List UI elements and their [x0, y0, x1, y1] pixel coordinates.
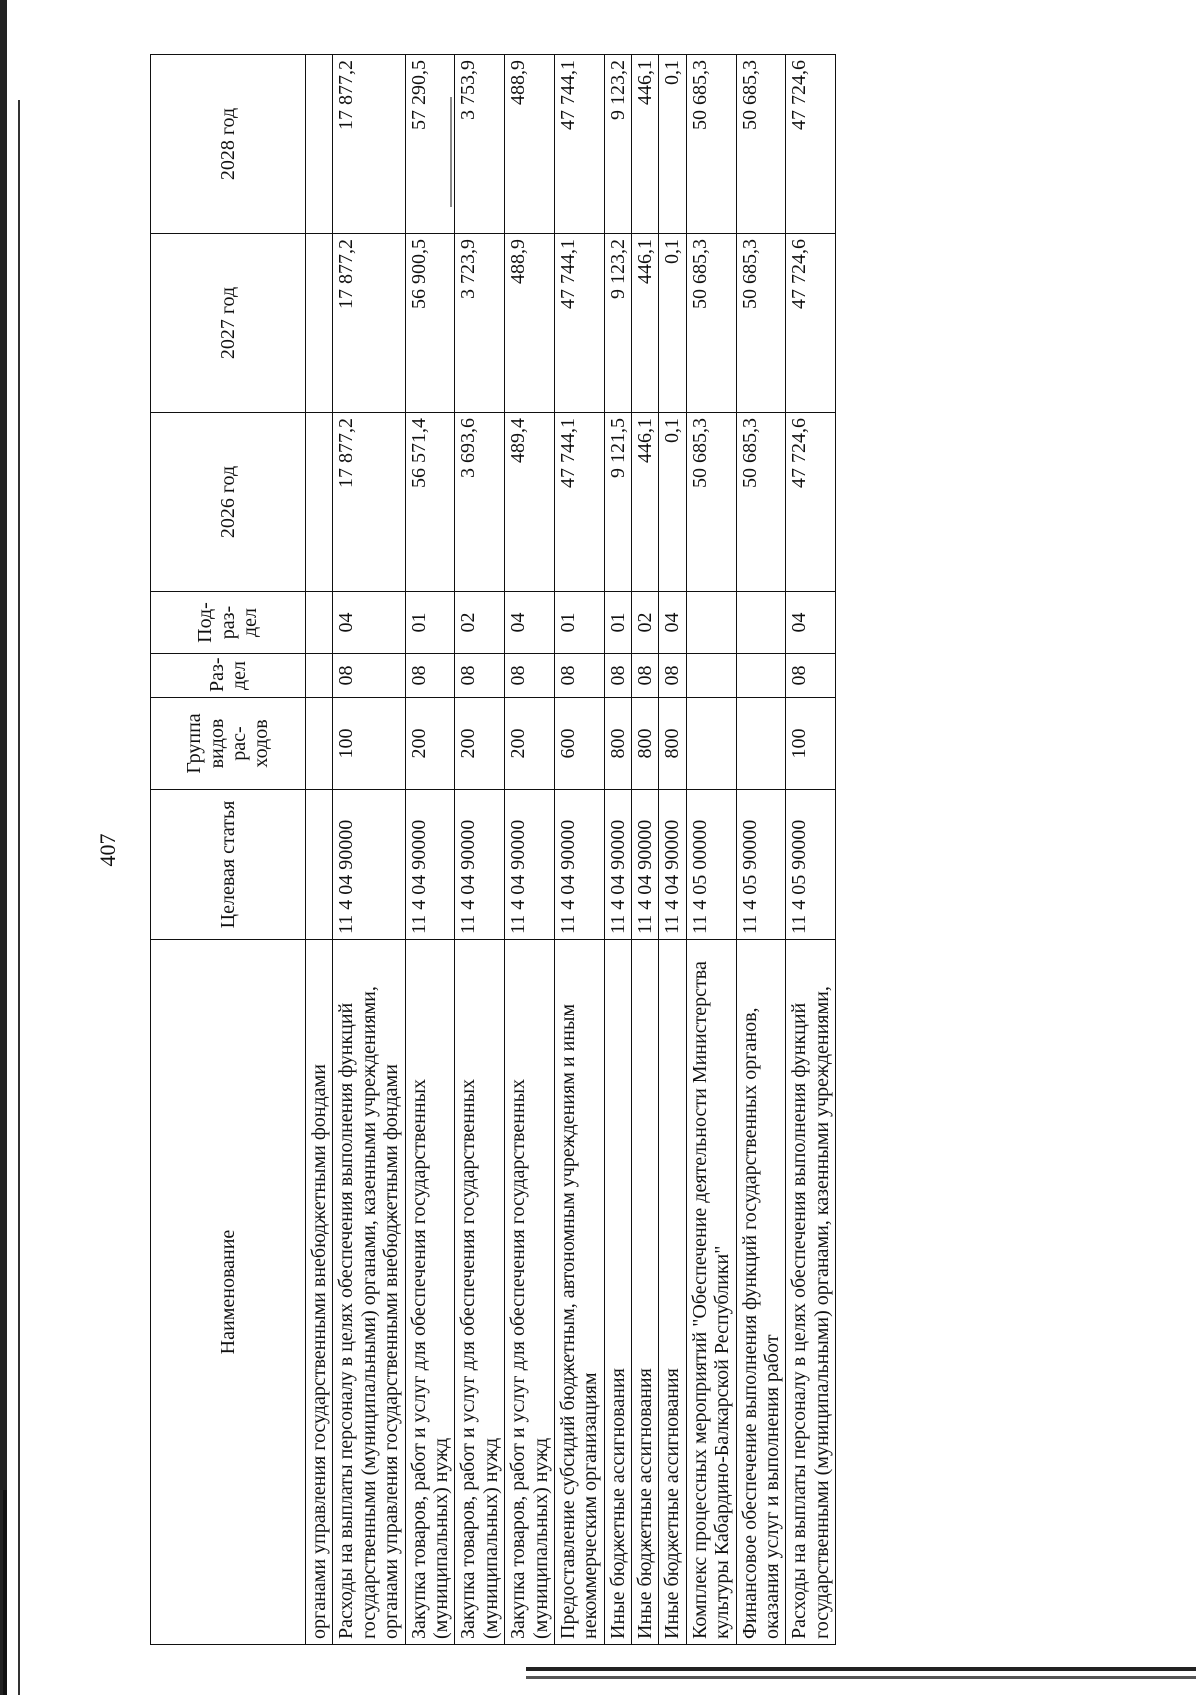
cell-2026: 3 693,6 — [455, 413, 505, 592]
table-row — [405, 55, 455, 1645]
cell-target: 11 4 05 90000 — [736, 790, 786, 940]
cell-section: 08 — [405, 654, 455, 698]
cell-section: 08 — [333, 654, 405, 698]
cell-2028: 488,9 — [505, 55, 555, 234]
cell-2026: 47 744,1 — [554, 413, 604, 592]
cell-target: 11 4 04 90000 — [405, 790, 455, 940]
col-header-name: Наименование — [151, 940, 306, 1645]
cell-subsection: 01 — [405, 592, 455, 654]
budget-table — [150, 54, 836, 1645]
col-header-section: Раз-дел — [151, 654, 306, 698]
cell-section: 08 — [554, 654, 604, 698]
scan-border-left — [0, 0, 7, 1695]
cell-group — [306, 698, 333, 790]
cell-target: 11 4 05 90000 — [786, 790, 836, 940]
cell-2026: 50 685,3 — [736, 413, 786, 592]
cell-group: 800 — [604, 698, 631, 790]
cell-name: Закупка товаров, работ и услуг для обеспечения государственных (муниципальных) нужд — [455, 940, 505, 1645]
cell-target: 11 4 04 90000 — [604, 790, 631, 940]
cell-2027: 3 723,9 — [455, 234, 505, 413]
cell-target: 11 4 04 90000 — [455, 790, 505, 940]
cell-group: 100 — [786, 698, 836, 790]
cell-2028 — [306, 55, 333, 234]
cell-name: Расходы на выплаты персоналу в целях обеспечения выполнения функций государственными (муниципальными) органами, казенными учреждениями, органами управления государственными внебюджетными фондами — [333, 940, 405, 1645]
cell-2027: 56 900,5 — [405, 234, 455, 413]
table-header-row — [151, 55, 306, 1645]
col-header-group: Группа видов рас-ходов — [151, 698, 306, 790]
scan-border-inner — [18, 100, 20, 1695]
cell-subsection — [736, 592, 786, 654]
cell-target — [306, 790, 333, 940]
table-row — [505, 55, 555, 1645]
cell-2026 — [306, 413, 333, 592]
table-row — [333, 55, 405, 1645]
cell-2028: 47 744,1 — [554, 55, 604, 234]
col-header-target: Целевая статья — [151, 790, 306, 940]
scan-border-edge — [3, 1490, 7, 1695]
cell-name: Расходы на выплаты персоналу в целях обеспечения выполнения функций государственными (муниципальными) органами, казенными учреждениями, — [786, 940, 836, 1645]
cell-2027: 0,1 — [659, 234, 686, 413]
cell-subsection: 04 — [786, 592, 836, 654]
cell-2026: 56 571,4 — [405, 413, 455, 592]
cell-target: 11 4 04 90000 — [505, 790, 555, 940]
cell-group: 800 — [632, 698, 659, 790]
cell-2027: 17 877,2 — [333, 234, 405, 413]
cell-2028: 50 685,3 — [686, 55, 736, 234]
cell-2026: 9 121,5 — [604, 413, 631, 592]
scan-border-bottom-2 — [526, 1676, 1196, 1679]
cell-name: Закупка товаров, работ и услуг для обеспечения государственных (муниципальных) нужд — [505, 940, 555, 1645]
cell-2028: 446,1 — [632, 55, 659, 234]
cell-group: 200 — [405, 698, 455, 790]
cell-2027: 446,1 — [632, 234, 659, 413]
cell-section — [306, 654, 333, 698]
scan-border-bottom — [526, 1667, 1196, 1671]
cell-section: 08 — [604, 654, 631, 698]
cell-name: Иные бюджетные ассигнования — [659, 940, 686, 1645]
cell-name: Финансовое обеспечение выполнения функций государственных органов, оказания услуг и выполнения работ — [736, 940, 786, 1645]
cell-group: 200 — [505, 698, 555, 790]
cell-2027: 50 685,3 — [736, 234, 786, 413]
cell-2026: 446,1 — [632, 413, 659, 592]
cell-group: 800 — [659, 698, 686, 790]
cell-target: 11 4 04 90000 — [659, 790, 686, 940]
cell-section: 08 — [659, 654, 686, 698]
cell-2028: 3 753,9 — [455, 55, 505, 234]
cell-group: 100 — [333, 698, 405, 790]
rotated-page — [95, 55, 1155, 1645]
cell-name: Иные бюджетные ассигнования — [632, 940, 659, 1645]
page-number: 407 — [95, 833, 120, 867]
cell-section: 08 — [786, 654, 836, 698]
cell-2028: 9 123,2 — [604, 55, 631, 234]
cell-2027: 47 744,1 — [554, 234, 604, 413]
col-header-subsection: Под-раз-дел — [151, 592, 306, 654]
table-row — [786, 55, 836, 1645]
cell-name: Комплекс процессных мероприятий "Обеспечение деятельности Министерства культуры Кабардино-Балкарской Республики" — [686, 940, 736, 1645]
cell-2028: 57 290,5 — [405, 55, 455, 234]
cell-group: 600 — [554, 698, 604, 790]
cell-subsection — [686, 592, 736, 654]
cell-2028: 17 877,2 — [333, 55, 405, 234]
cell-group — [736, 698, 786, 790]
cell-2027: 47 724,6 — [786, 234, 836, 413]
cell-group — [686, 698, 736, 790]
cell-2028: 50 685,3 — [736, 55, 786, 234]
cell-2026: 489,4 — [505, 413, 555, 592]
col-header-2027: 2027 год — [151, 234, 306, 413]
cell-2026: 17 877,2 — [333, 413, 405, 592]
table-row — [306, 55, 333, 1645]
cell-2026: 50 685,3 — [686, 413, 736, 592]
cell-section: 08 — [505, 654, 555, 698]
cell-subsection: 04 — [333, 592, 405, 654]
cell-name: Закупка товаров, работ и услуг для обеспечения государственных (муниципальных) нужд — [405, 940, 455, 1645]
cell-target: 11 4 04 90000 — [333, 790, 405, 940]
cell-target: 11 4 05 00000 — [686, 790, 736, 940]
cell-2027: 50 685,3 — [686, 234, 736, 413]
table-row — [604, 55, 631, 1645]
cell-section — [736, 654, 786, 698]
col-header-2028: 2028 год — [151, 55, 306, 234]
cell-target: 11 4 04 90000 — [554, 790, 604, 940]
cell-name: Предоставление субсидий бюджетным, автономным учреждениям и иным некоммерческим организациям — [554, 940, 604, 1645]
cell-subsection — [306, 592, 333, 654]
cell-2026: 47 724,6 — [786, 413, 836, 592]
cell-target: 11 4 04 90000 — [632, 790, 659, 940]
cell-subsection: 01 — [554, 592, 604, 654]
table-row — [659, 55, 686, 1645]
cell-section — [686, 654, 736, 698]
cell-subsection: 04 — [505, 592, 555, 654]
table-row — [686, 55, 736, 1645]
col-header-2026: 2026 год — [151, 413, 306, 592]
cell-name: Иные бюджетные ассигнования — [604, 940, 631, 1645]
cell-name: органами управления государственными внебюджетными фондами — [306, 940, 333, 1645]
cell-2028: 47 724,6 — [786, 55, 836, 234]
table-row — [736, 55, 786, 1645]
cell-subsection: 02 — [632, 592, 659, 654]
cell-2027: 488,9 — [505, 234, 555, 413]
cell-group: 200 — [455, 698, 505, 790]
cell-2028: 0,1 — [659, 55, 686, 234]
table-row — [554, 55, 604, 1645]
cell-subsection: 01 — [604, 592, 631, 654]
cell-subsection: 04 — [659, 592, 686, 654]
cell-subsection: 02 — [455, 592, 505, 654]
table-row — [632, 55, 659, 1645]
cell-2027: 9 123,2 — [604, 234, 631, 413]
table-row — [455, 55, 505, 1645]
cell-2026: 0,1 — [659, 413, 686, 592]
cell-section: 08 — [632, 654, 659, 698]
cell-2027 — [306, 234, 333, 413]
cell-section: 08 — [455, 654, 505, 698]
